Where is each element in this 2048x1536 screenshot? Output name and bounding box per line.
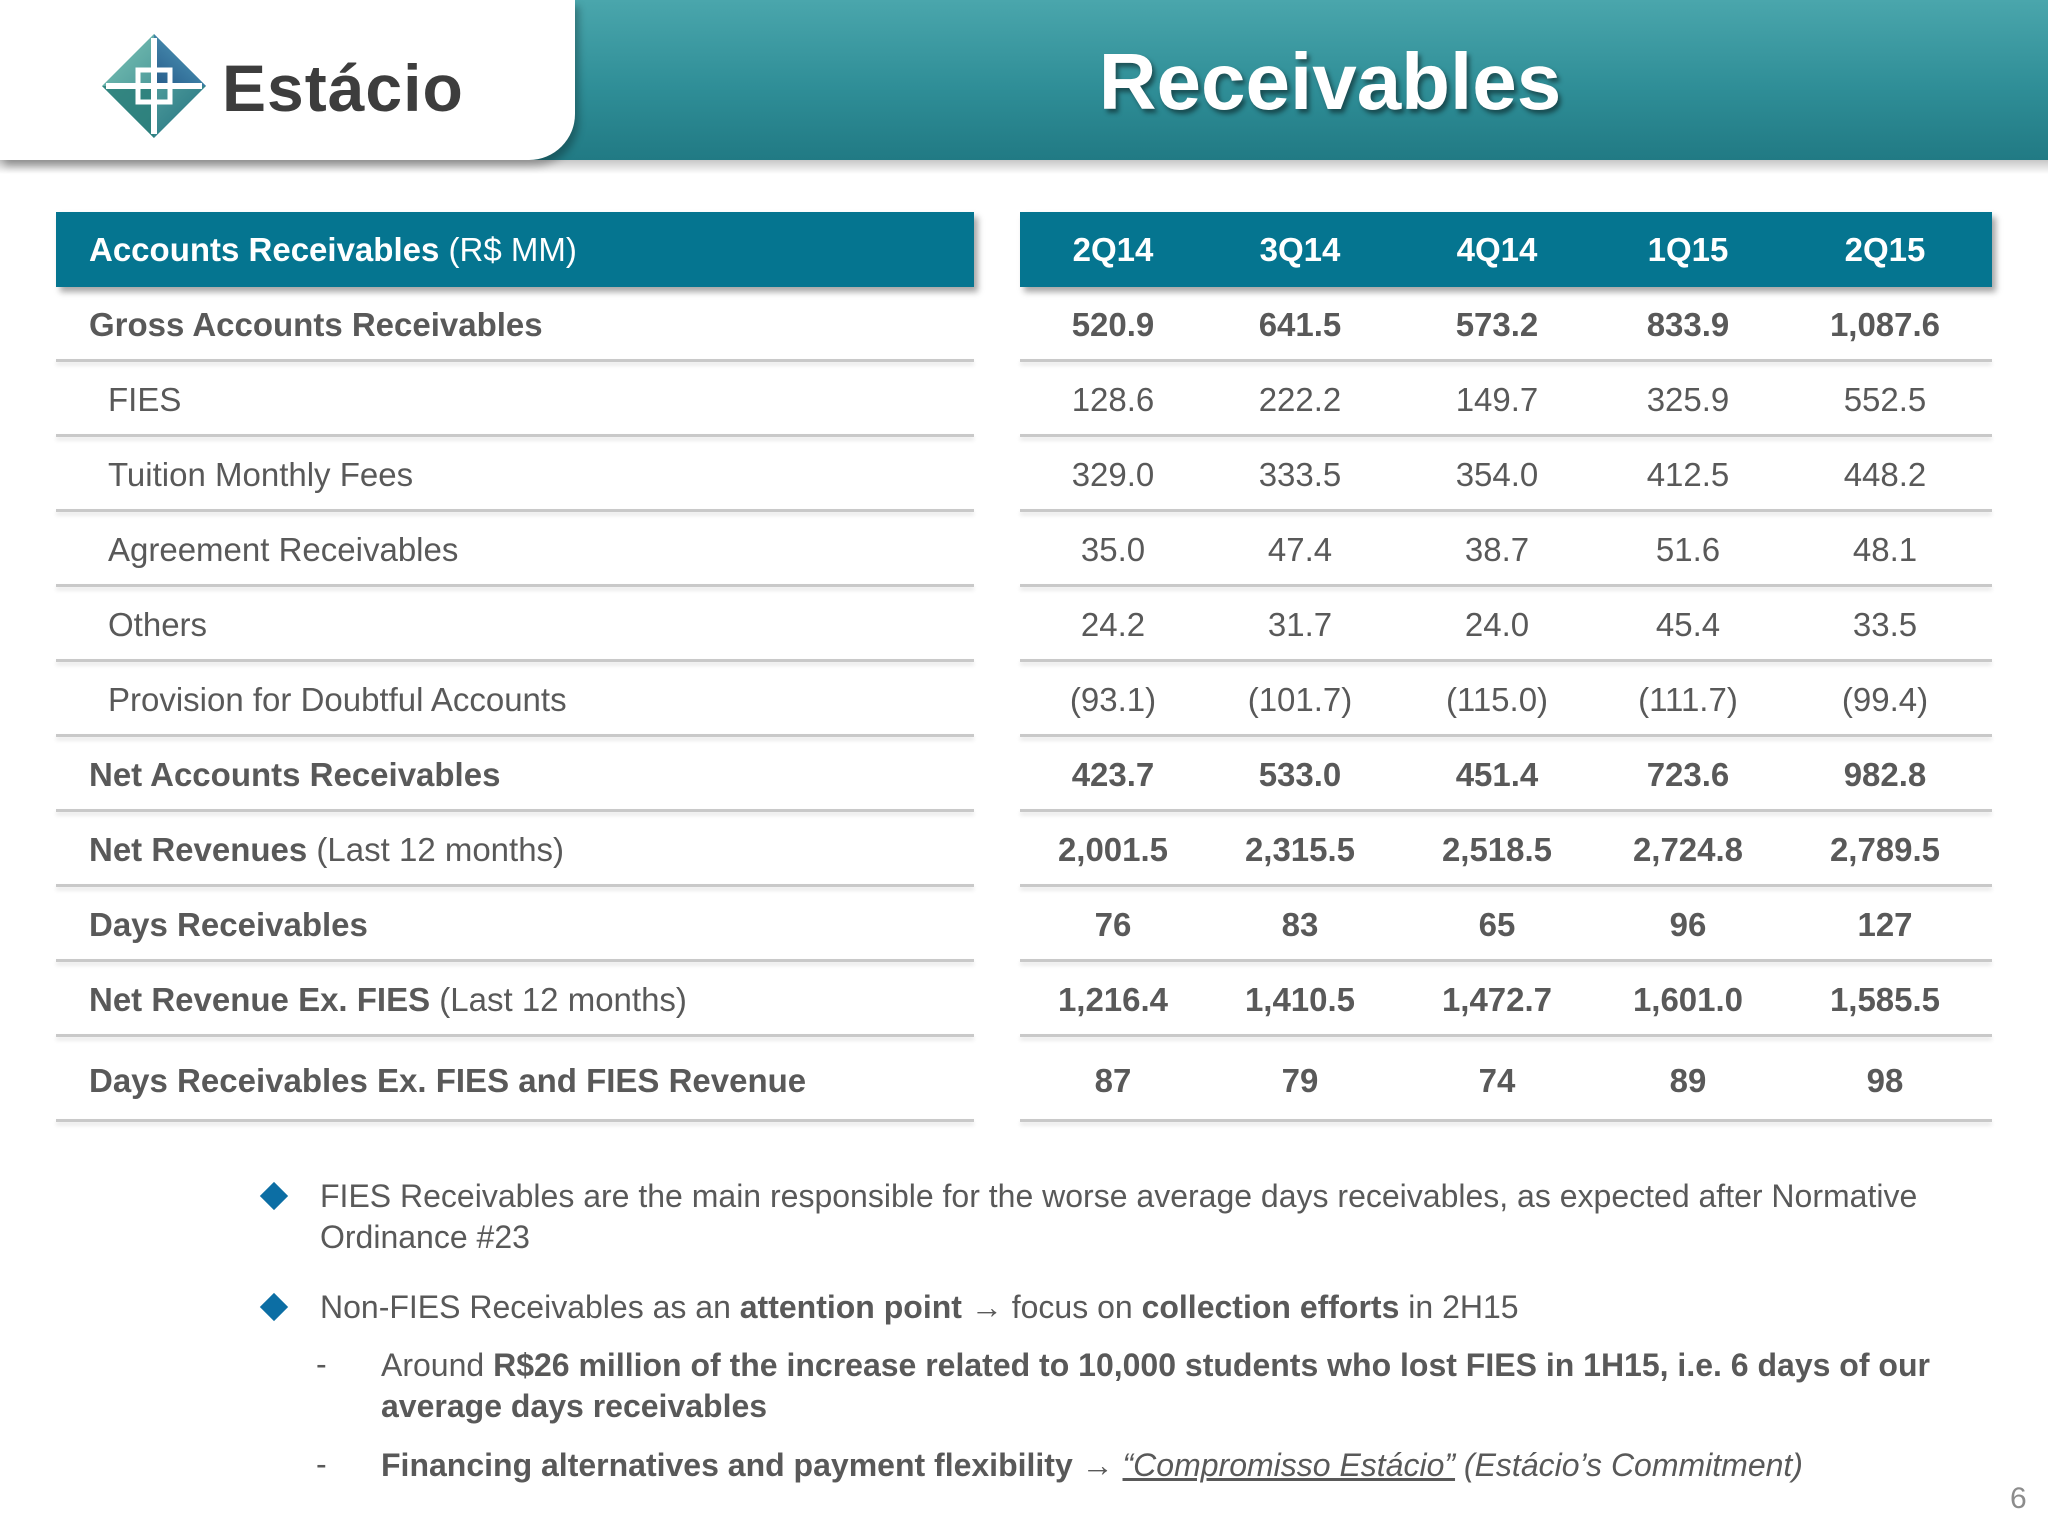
column-header-2q14: 2Q14 (1072, 231, 1154, 268)
table-cell: 451.4 (1455, 756, 1539, 793)
page-title: Receivables (1098, 37, 1562, 126)
table-header-label (56, 212, 974, 287)
sub-bullet-1-bold: R$26 million of the increase related to 10,000 students who lost FIES in 1H15, i.e. 6 days of our average days receivables (381, 1347, 1930, 1424)
table-cell: 98 (1866, 1062, 1904, 1099)
row-label (89, 812, 564, 887)
logo-panel (0, 0, 575, 160)
row-label-text: Others (108, 606, 208, 643)
table-row (1020, 437, 1992, 512)
bullet-2-text: focus on (1011, 1289, 1142, 1325)
table-cell: 96 (1669, 906, 1707, 943)
row-label (89, 962, 687, 1037)
row-label (108, 512, 458, 587)
row-divider (1020, 1034, 1992, 1037)
table-row-label (56, 887, 974, 962)
table-cell: 423.7 (1071, 756, 1155, 793)
table-cell: 128.6 (1071, 381, 1155, 418)
row-label-text: Agreement Receivables (108, 531, 459, 568)
sub-bullet-1-text: Around (381, 1347, 494, 1383)
bullet-2-text: in 2H15 (1399, 1289, 1519, 1325)
title-bar-shadow (0, 160, 2048, 174)
row-divider (1020, 1119, 1992, 1122)
row-label-text: Gross Accounts Receivables (89, 306, 543, 343)
table-cell: 354.0 (1455, 456, 1539, 493)
table-row-label (56, 962, 974, 1037)
table-row (1020, 887, 1992, 962)
table-cell: 47.4 (1267, 531, 1333, 568)
table-row-label (56, 287, 974, 362)
table-cell: 87 (1094, 1062, 1132, 1099)
row-label (108, 662, 567, 737)
table-cell: 1,087.6 (1829, 306, 1941, 343)
table-cell: 329.0 (1071, 456, 1155, 493)
table-cell: 641.5 (1258, 306, 1342, 343)
table-cell: 1,472.7 (1441, 981, 1553, 1018)
table-cell: 24.0 (1464, 606, 1530, 643)
table-cell: (111.7) (1638, 681, 1738, 718)
table-cell: 89 (1669, 1062, 1707, 1099)
row-label (89, 887, 368, 962)
bullet-fies-receivables (320, 1176, 1920, 1258)
table-cell: 1,585.5 (1829, 981, 1941, 1018)
table-cell: 982.8 (1843, 756, 1927, 793)
table-cell: 552.5 (1843, 381, 1927, 418)
table-cell: 520.9 (1071, 306, 1155, 343)
table-cell: (93.1) (1069, 681, 1157, 718)
table-row-label (56, 512, 974, 587)
bullet-diamond-icon (260, 1293, 288, 1321)
table-cell: 24.2 (1080, 606, 1146, 643)
row-divider (56, 1034, 974, 1037)
table-cell: 65 (1478, 906, 1516, 943)
column-header-4q14: 4Q14 (1456, 231, 1538, 268)
row-label-text: Days Receivables Ex. FIES and FIES Revenue (89, 1062, 807, 1099)
row-label-suffix: (Last 12 months) (307, 831, 565, 868)
table-cell: 149.7 (1455, 381, 1539, 418)
table-cell: 48.1 (1852, 531, 1918, 568)
sub-bullet-dash: - (316, 1446, 327, 1482)
sub-bullet-dash: - (316, 1346, 327, 1382)
table-cell: 35.0 (1080, 531, 1146, 568)
row-label-text: Net Revenue Ex. FIES (89, 981, 431, 1018)
table-row (1020, 587, 1992, 662)
bullet-2-text: Non-FIES Receivables as an (320, 1289, 740, 1325)
row-label (89, 737, 500, 812)
row-label-text: Net Accounts Receivables (89, 756, 501, 793)
table-cell: 83 (1281, 906, 1319, 943)
row-label-text: Net Revenues (89, 831, 308, 868)
table-cell: 76 (1094, 906, 1132, 943)
table-cell: 325.9 (1646, 381, 1730, 418)
column-header-1q15: 1Q15 (1647, 231, 1729, 268)
table-row-label (56, 362, 974, 437)
row-label-text: FIES (108, 381, 182, 418)
sub-bullet-2-bold: Financing alternatives and payment flexibility (381, 1447, 1073, 1483)
table-row-label (56, 662, 974, 737)
table-cell: 2,789.5 (1829, 831, 1941, 868)
table-cell: 2,724.8 (1632, 831, 1744, 868)
arrow-icon: → (1072, 1447, 1123, 1483)
table-row-label (56, 812, 974, 887)
bullet-non-fies (320, 1287, 1970, 1328)
table-cell: (115.0) (1445, 681, 1549, 718)
estacio-logo-icon (100, 32, 208, 140)
table-cell: (99.4) (1841, 681, 1929, 718)
table-row (1020, 287, 1992, 362)
table-row (1020, 962, 1992, 1037)
row-label-text: Tuition Monthly Fees (108, 456, 414, 493)
page-number: 6 (2010, 1482, 2027, 1515)
table-cell: 1,410.5 (1244, 981, 1356, 1018)
table-cell: 33.5 (1852, 606, 1918, 643)
table-row-label (56, 737, 974, 812)
table-cell: 38.7 (1464, 531, 1530, 568)
header-label-unit: (R$ MM) (439, 231, 577, 268)
table-row-label (56, 437, 974, 512)
row-label (108, 437, 413, 512)
row-label (89, 287, 543, 362)
row-label (89, 1040, 806, 1122)
table-cell: 51.6 (1655, 531, 1721, 568)
table-cell: 1,601.0 (1632, 981, 1744, 1018)
table-row (1020, 512, 1992, 587)
table-row (1020, 662, 1992, 737)
table-cell: 1,216.4 (1057, 981, 1169, 1018)
table-cell: 723.6 (1646, 756, 1730, 793)
bullet-2-bold: collection efforts (1141, 1289, 1400, 1325)
table-cell: 31.7 (1267, 606, 1333, 643)
row-label (108, 587, 207, 662)
compromisso-estacio-link[interactable]: “Compromisso Estácio” (1122, 1447, 1456, 1483)
table-cell: 2,518.5 (1441, 831, 1553, 868)
row-label (108, 362, 181, 437)
table-cell: 222.2 (1258, 381, 1342, 418)
arrow-icon: → (961, 1289, 1012, 1325)
column-header-3q14: 3Q14 (1259, 231, 1341, 268)
table-cell: 45.4 (1655, 606, 1721, 643)
row-label-text: Days Receivables (89, 906, 368, 943)
header-label-bold: Accounts Receivables (89, 231, 440, 268)
table-cell: 333.5 (1258, 456, 1342, 493)
row-divider (56, 1119, 974, 1122)
table-row (1020, 1040, 1992, 1122)
table-cell: 127 (1857, 906, 1913, 943)
sub-bullet-financing (381, 1445, 1981, 1486)
table-cell: (101.7) (1247, 681, 1353, 718)
table-cell: 448.2 (1843, 456, 1927, 493)
row-label-text: Provision for Doubtful Accounts (108, 681, 567, 718)
table-row (1020, 362, 1992, 437)
bullet-2-bold: attention point (739, 1289, 962, 1325)
bullet-1-text: FIES Receivables are the main responsible for the worse average days receivables, as expected after Normative Ordinance #23 (320, 1178, 1918, 1255)
table-row (1020, 737, 1992, 812)
table-cell: 74 (1478, 1062, 1516, 1099)
column-header-2q15: 2Q15 (1844, 231, 1926, 268)
brand-name: Estácio (222, 51, 464, 125)
table-cell: 833.9 (1646, 306, 1730, 343)
table-row-label (56, 587, 974, 662)
row-label-suffix: (Last 12 months) (430, 981, 687, 1018)
table-cell: 2,315.5 (1244, 831, 1356, 868)
sub-bullet-2-italic: (Estácio’s Commitment) (1455, 1447, 1803, 1483)
table-cell: 533.0 (1258, 756, 1342, 793)
table-row (1020, 812, 1992, 887)
table-row-label (56, 1040, 974, 1122)
table-cell: 2,001.5 (1057, 831, 1169, 868)
sub-bullet-around-r26m (381, 1345, 1961, 1427)
bullet-diamond-icon (260, 1182, 288, 1210)
table-cell: 79 (1281, 1062, 1319, 1099)
table-cell: 412.5 (1646, 456, 1730, 493)
table-cell: 573.2 (1455, 306, 1539, 343)
table-header-columns (1020, 212, 1992, 287)
